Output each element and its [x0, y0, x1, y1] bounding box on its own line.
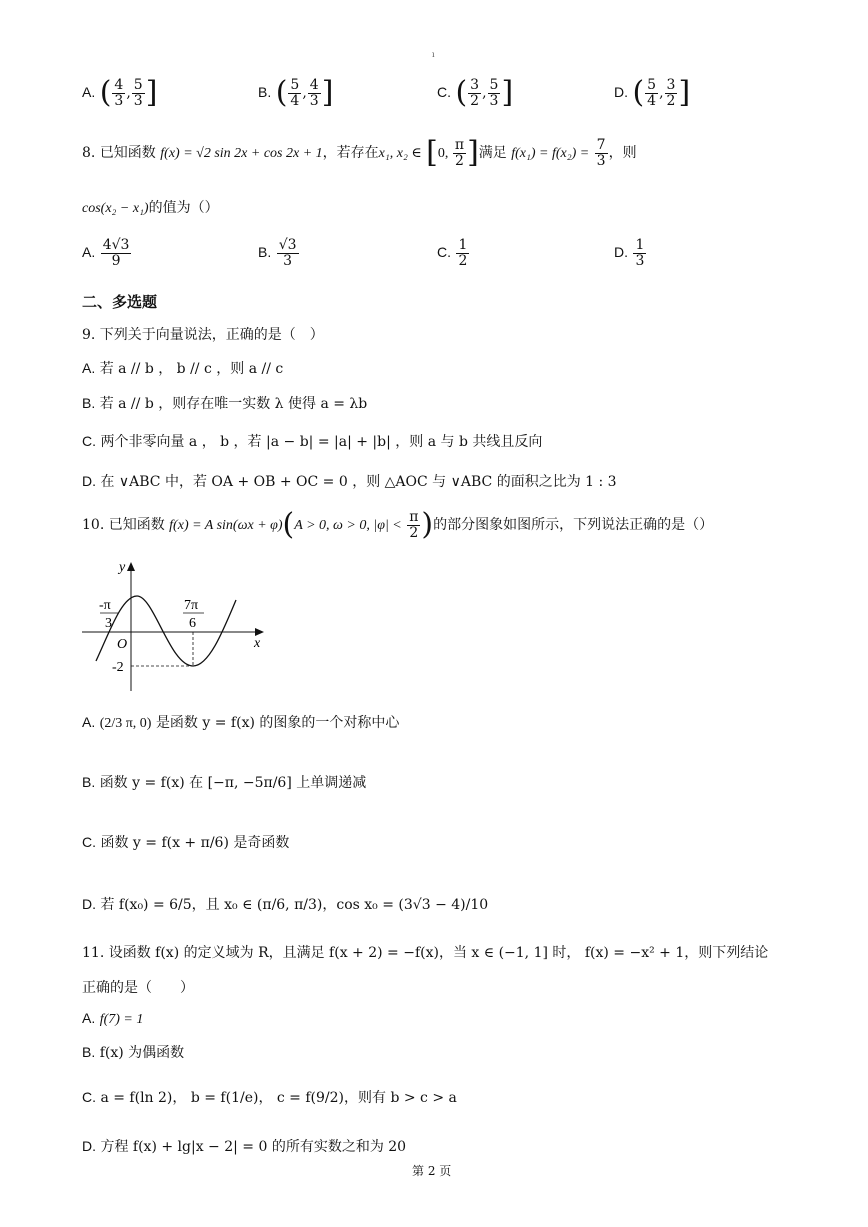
q9-option-d[interactable]	[82, 471, 617, 491]
option-label: D.	[82, 896, 96, 912]
den: 2	[666, 92, 676, 109]
option-text: 函数 y = f(x + π/6) 是奇函数	[100, 835, 290, 851]
option-label: A.	[82, 84, 96, 101]
q8-option-c[interactable]	[437, 238, 470, 268]
option-label: C.	[82, 1089, 96, 1105]
option-label: C.	[82, 834, 96, 850]
stem-text: 满足	[478, 145, 507, 162]
option-label: C.	[82, 433, 96, 449]
right-tick-num: 7π	[184, 598, 199, 613]
stem-text: 的值为（）	[148, 200, 219, 216]
num: 4	[114, 77, 124, 93]
q8-option-d[interactable]	[614, 238, 647, 268]
q9-option-a[interactable]	[82, 358, 283, 378]
option-label: D.	[614, 244, 628, 261]
q11-option-a[interactable]	[82, 1010, 143, 1028]
q11-stem-line1: 11. 设函数 f(x) 的定义域为 R，且满足 f(x + 2) = −f(x)，当 x ∈ (−1, 1] 时， f(x) = −x² + 1，则下列结论	[82, 945, 769, 961]
den: 2	[455, 152, 464, 169]
variables: x₁, x₂ ∈	[378, 146, 422, 162]
num: 3	[666, 77, 676, 93]
option-text: 两个非零向量 a ， b ，若 |a − b| = |a| + |b| ，则 a 与 b 共线且反向	[100, 434, 543, 450]
point-expression: (2/3 π, 0)	[99, 716, 152, 731]
num: 1	[635, 237, 645, 253]
num: 7	[596, 137, 606, 153]
y-axis-label: y	[119, 560, 126, 575]
den: 3	[309, 92, 319, 109]
option-label: B.	[82, 774, 96, 790]
num: 5	[290, 77, 300, 93]
condition-expression: f(x₁) = f(x₂) =	[511, 146, 590, 162]
function-expression: f(x) = √2 sin 2x + cos 2x + 1	[160, 146, 323, 162]
den: 3	[596, 152, 606, 169]
q8-option-a[interactable]	[82, 238, 132, 268]
stem-text: ，若存在	[322, 145, 379, 162]
num: 4√3	[102, 237, 130, 253]
option-label: B.	[82, 1044, 96, 1060]
page-number: 第 2 页	[412, 1164, 452, 1178]
option-text: 是函数 y = f(x) 的图象的一个对称中心	[155, 715, 400, 731]
q11-option-d[interactable]	[82, 1136, 406, 1156]
function-expression: f(x) = A sin(ωx + φ)	[169, 518, 283, 534]
question-number: 10.	[82, 517, 105, 534]
den: 3	[283, 252, 293, 269]
q10-option-a[interactable]	[82, 712, 399, 732]
num: 5	[133, 77, 143, 93]
q11-option-c[interactable]	[82, 1087, 457, 1107]
option-text: 若 a // b ， b // c ，则 a // c	[99, 361, 284, 377]
q9-option-b[interactable]	[82, 393, 367, 413]
q9-option-c[interactable]	[82, 431, 542, 451]
option-label: A.	[82, 244, 96, 261]
den: 4	[290, 92, 300, 109]
option-label: D.	[82, 473, 96, 489]
q10-option-d[interactable]	[82, 894, 488, 914]
left-tick-den: 3	[105, 616, 112, 631]
condition-expression: A > 0, ω > 0, |φ| <	[294, 518, 402, 534]
q10-option-c[interactable]	[82, 832, 289, 852]
num: 4	[309, 77, 319, 93]
origin-label: O	[117, 637, 128, 652]
den: 9	[111, 252, 121, 269]
option-label: A.	[82, 714, 96, 730]
num: 5	[647, 77, 657, 93]
q11-stem-line2: 正确的是（ ）	[82, 980, 194, 996]
option-label: C.	[437, 244, 451, 261]
num: 5	[489, 77, 499, 93]
right-tick-den: 6	[189, 616, 196, 631]
option-label: B.	[258, 244, 272, 261]
q7-option-a[interactable]: A. ( $\frac{4}{3}$ , $\frac{5}{3}$ ]	[82, 75, 158, 111]
option-label: C.	[437, 84, 451, 101]
min-value-label: -2	[112, 660, 124, 675]
option-text: 若 f(x₀) = 6/5，且 x₀ ∈ (π/6, π/3)，cos x₀ = (3√3 − 4)/10	[100, 897, 489, 913]
q10-option-b[interactable]	[82, 772, 366, 792]
q9-stem: 9. 下列关于向量说法，正确的是（ ）	[82, 327, 324, 343]
den: 3	[489, 92, 499, 109]
sine-curve	[96, 596, 236, 666]
section-heading: 二、多选题	[82, 293, 158, 311]
stem-text: 已知函数	[108, 517, 165, 534]
num: √3	[278, 237, 297, 253]
left-tick-num: -π	[99, 598, 111, 613]
q10-stem: 10. 已知函数 f(x) = A sin(ωx + φ)(A > 0, ω > 0, |φ| < $\frac{\pi}{2}$ )的部分图象如图所示，下列说法正确的是（）	[82, 507, 714, 543]
q7-option-d[interactable]: D. ( $\frac{5}{4}$ , $\frac{3}{2}$ ]	[614, 75, 691, 111]
num: 3	[470, 77, 480, 93]
q8-option-b[interactable]	[258, 238, 300, 268]
x-axis-arrow-icon	[255, 628, 264, 636]
option-label: D.	[82, 1138, 96, 1154]
option-text: a = f(ln 2)， b = f(1/e)， c = f(9/2)，则有 b > c > a	[100, 1090, 457, 1106]
q7-option-c[interactable]: C. ( $\frac{3}{2}$ , $\frac{5}{3}$ ]	[437, 75, 514, 111]
q8-stem-line2	[82, 197, 219, 217]
num: 1	[458, 237, 468, 253]
option-label: B.	[82, 395, 96, 411]
option-text: f(7) = 1	[99, 1012, 144, 1027]
top-mark: ı	[432, 50, 435, 59]
option-text: 在 ∨ABC 中，若 OA + OB + OC = 0 ，则 △AOC 与 ∨ABC 的面积之比为 1 : 3	[100, 474, 617, 490]
den: 2	[458, 252, 468, 269]
num: π	[454, 137, 465, 153]
y-axis-arrow-icon	[127, 562, 135, 571]
interval-left: 0,	[437, 146, 452, 162]
num: π	[409, 509, 419, 525]
stem-text: 已知函数	[99, 145, 156, 162]
q11-option-b[interactable]	[82, 1042, 184, 1062]
q7-option-b[interactable]: B. ( $\frac{5}{4}$ , $\frac{4}{3}$ ]	[258, 75, 334, 111]
option-label: B.	[258, 84, 272, 101]
option-text: f(x) 为偶函数	[99, 1045, 185, 1061]
den: 2	[409, 524, 419, 541]
x-axis-label: x	[254, 636, 261, 651]
stem-text: ，则	[608, 145, 637, 162]
den: 3	[114, 92, 124, 109]
option-text: 函数 y = f(x) 在 [−π, −5π/6] 上单调递减	[99, 775, 367, 791]
option-text: 方程 f(x) + lg|x − 2| = 0 的所有实数之和为 20	[100, 1139, 407, 1155]
option-label: D.	[614, 84, 628, 101]
question-number: 8.	[82, 145, 96, 162]
cos-expression: cos(x₂ − x₁)	[82, 201, 149, 216]
den: 3	[133, 92, 143, 109]
den: 4	[647, 92, 657, 109]
den: 3	[635, 252, 645, 269]
q8-stem: 8. 已知函数 f(x) = √2 sin 2x + cos 2x + 1，若存在x₁, x₂ ∈ [0, $\frac{\pi}{2}$ ]满足 f(x₁) = f(x₂) = $\frac{7}{3}$ ，则	[82, 135, 637, 171]
option-label: A.	[82, 360, 96, 376]
option-text: 若 a // b ，则存在唯一实数 λ 使得 a = λb	[99, 396, 368, 412]
den: 2	[470, 92, 480, 109]
q10-graph	[78, 555, 268, 697]
stem-text: 的部分图象如图所示，下列说法正确的是（）	[433, 517, 714, 534]
option-label: A.	[82, 1010, 96, 1026]
